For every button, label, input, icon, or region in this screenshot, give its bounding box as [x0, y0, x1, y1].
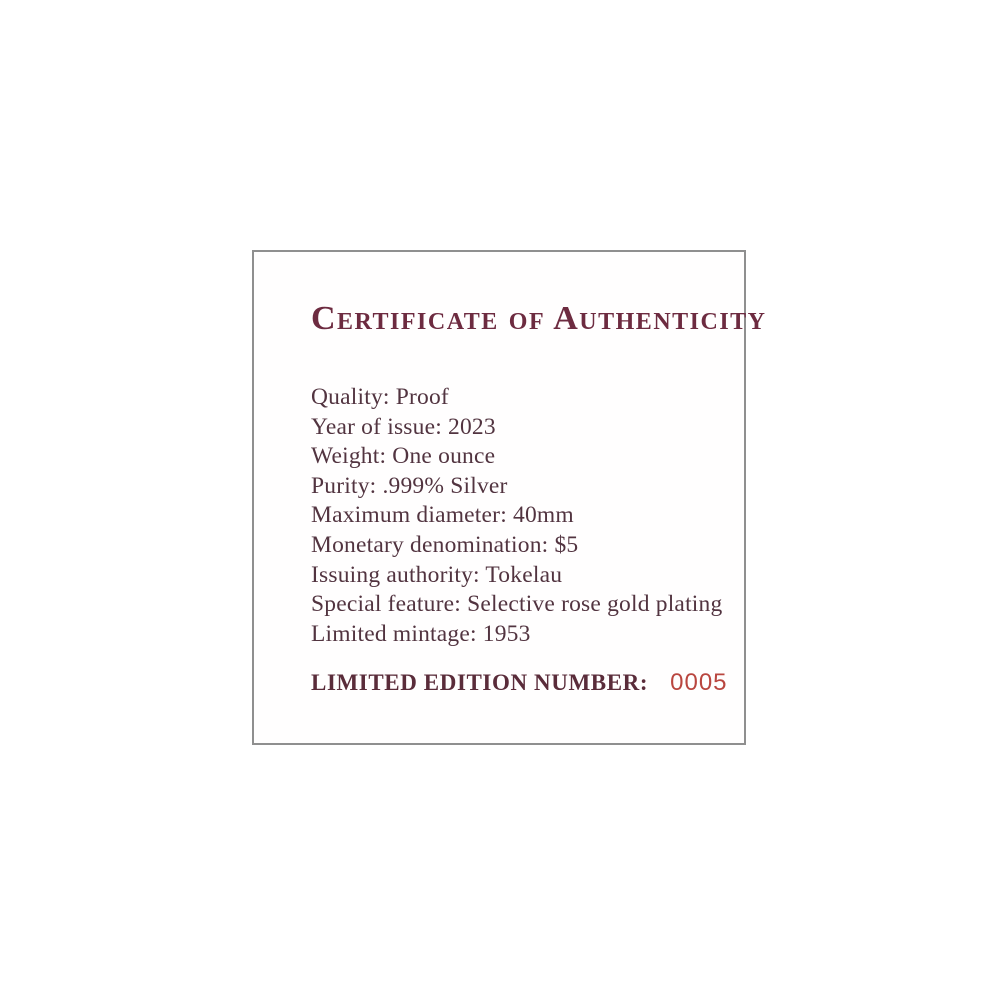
certificate-box — [252, 250, 767, 745]
spec-line-weight: Weight: One ounce — [311, 443, 496, 470]
spec-line-feature: Special feature: Selective rose gold plating — [311, 591, 723, 618]
spec-line-quality: Quality: Proof — [311, 384, 449, 410]
spec-line-year: Year of issue: 2023 — [311, 413, 496, 440]
spec-line-mintage: Limited mintage: 1953 — [311, 620, 531, 647]
edition-number: 0005 — [670, 669, 728, 696]
certificate-title: Certificate of Authenticity — [311, 300, 767, 337]
spec-line-diameter: Maximum diameter: 40mm — [311, 502, 574, 529]
edition-row — [311, 670, 728, 696]
spec-line-authority: Issuing authority: Tokelau — [311, 561, 563, 588]
spec-list — [311, 383, 722, 649]
spec-line-purity: Purity: .999% Silver — [311, 472, 508, 499]
certificate-content — [254, 252, 767, 743]
edition-label: LIMITED EDITION NUMBER: — [311, 670, 649, 695]
spec-line-denomination: Monetary denomination: $5 — [311, 531, 579, 558]
